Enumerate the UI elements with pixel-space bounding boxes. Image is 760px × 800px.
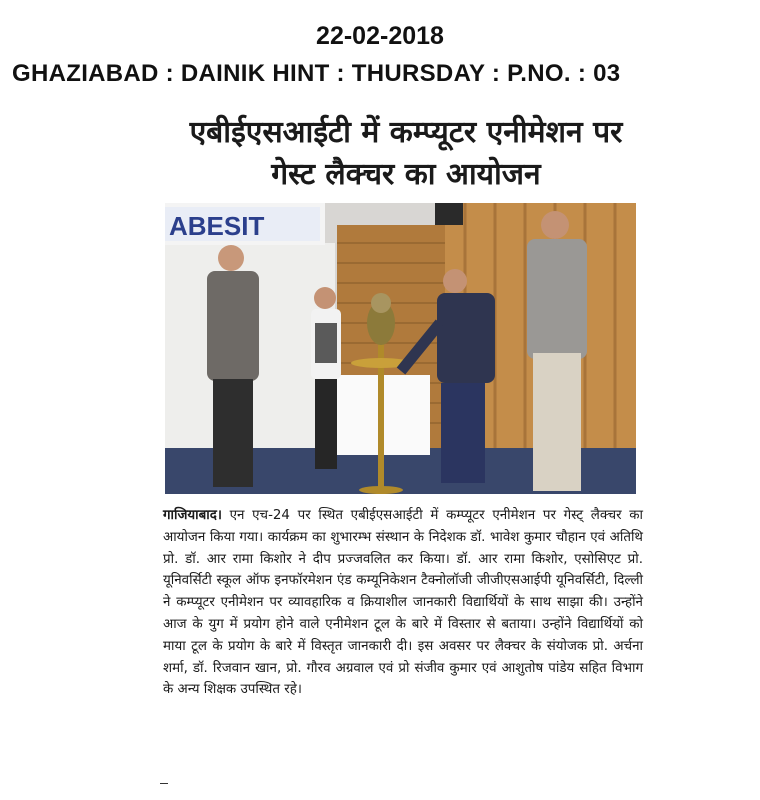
- article-body: [163, 505, 643, 701]
- banner-text: ABESIT: [169, 211, 265, 241]
- clipping-date: 22-02-2018: [316, 22, 444, 50]
- article-dateline: गाजियाबाद।: [163, 508, 222, 523]
- margin-mark: [160, 783, 168, 784]
- article-text: एन एच-24 पर स्थित एबीईएसआईटी में कम्प्यूटर एनीमेशन पर गेस्ट् लैक्चर का आयोजन किया गया। कार्यक्रम का शुभारम्भ संस्थान के निदेशक डॉ. भावेश कुमार चौहान एवं अतिथि प्रो. डॉ. आर रामा किशोर ने दीप प्रज्जवलित कर किया। डॉ. आर रामा किशोर, एसोसिएट प्रो. यूनिवर्सिटी स्कूल ऑफ इनफॉरमेशन एंड कम्यूनिकेशन टैक्नोलॉजी जीजीएसआईपी यूनिवर्सिटी, दिल्ली ने कम्प्यूटर एनीमेशन पर व्यावहारिक व क्रियाशील जानकारी विद्यार्थियों के साथ साझा की। उन्होंने आज के युग में प्रयोग होने वाले एनीमेशन टूल के बारे में विस्तार से बताया। उन्होंने विद्यार्थियों को माया टूल के प्रयोग के बारे में विस्तृत जानकारी दी। इस अवसर पर लैक्चर के संयोजक प्रो. अर्चना शर्मा, डॉ. रिजवान खान, प्रो. गौरव अग्रवाल एवं प्रो संजीव कुमार एवं आशुतोष पांडेय सहित विभाग के अन्य शिक्षक उपस्थित रहे।: [163, 508, 643, 698]
- headline-line-2: गेस्ट लैक्चर का आयोजन: [271, 157, 541, 192]
- article-headline: [166, 112, 646, 196]
- publication-source-line: GHAZIABAD : DAINIK HINT : THURSDAY : P.NO. : 03: [12, 60, 621, 87]
- event-photo: [165, 203, 636, 494]
- headline-line-1: एबीईएसआईटी में कम्प्यूटर एनीमेशन पर: [189, 115, 623, 150]
- lamp-lighting-photo-illustration: [165, 203, 636, 494]
